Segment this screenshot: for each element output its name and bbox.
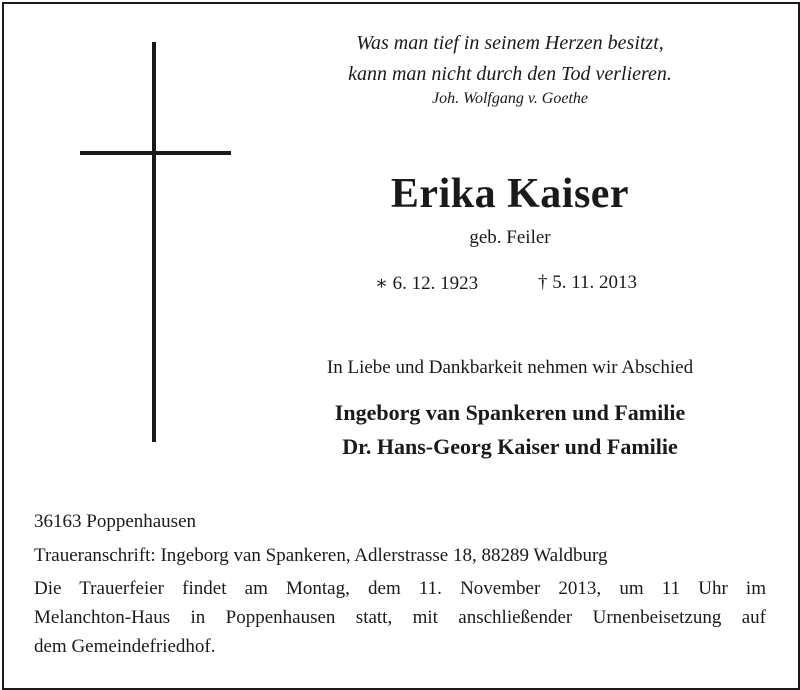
cross-icon-vertical-bar [152,42,156,442]
deceased-name: Erika Kaiser [390,171,630,217]
quote-line-1: Was man tief in seinem Herzen besitzt, [356,32,664,54]
birth-date: ∗ 6. 12. 1923 [375,273,479,294]
location: 36163 Poppenhausen [34,511,197,532]
mourning-address: Traueranschrift: Ingeborg van Spankeren, Adlerstrasse 18, 88289 Waldburg [34,545,608,566]
service-line-1: Die Trauerfeier findet am Montag, dem 11. November 2013, um 11 Uhr im [34,578,766,599]
service-line-3: dem Gemeindefriedhof. [34,636,216,657]
mourners-list [290,396,730,464]
farewell-text: In Liebe und Dankbarkeit nehmen wir Abschied [326,357,694,378]
death-date: † 5. 11. 2013 [538,272,638,293]
quote-author: Joh. Wolfgang v. Goethe [432,90,588,107]
quote [290,28,730,90]
service-info [34,574,766,661]
quote-line-2: kann man nicht durch den Tod verlieren. [348,63,672,85]
mourner-2: Dr. Hans-Georg Kaiser und Familie [342,434,678,459]
maiden-name: geb. Feiler [469,227,551,248]
cross-icon-horizontal-bar [80,151,231,155]
mourner-1: Ingeborg van Spankeren und Familie [334,400,686,425]
service-line-2: Melanchton-Haus in Poppenhausen statt, mit anschließender Urnenbeisetzung auf [34,607,766,628]
